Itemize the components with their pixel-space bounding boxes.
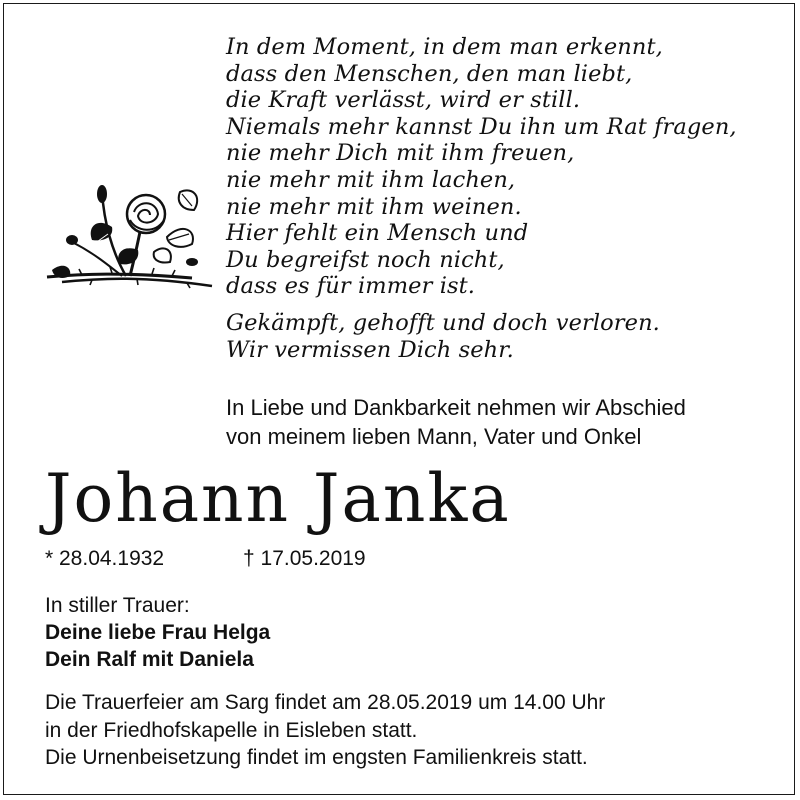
poem-line: nie mehr mit ihm lachen, [226, 166, 516, 193]
closing-line: Wir vermissen Dich sehr. [226, 336, 514, 363]
closing-line: Gekämpft, gehofft und doch verloren. [226, 309, 660, 336]
poem-line: In dem Moment, in dem man erkennt, [226, 34, 663, 60]
poem-line: Du begreifst noch nicht, [226, 246, 505, 273]
farewell-line: In Liebe und Dankbarkeit nehmen wir Abschied [226, 395, 686, 420]
mourners [45, 592, 270, 673]
deceased-name: Johann Janka [45, 460, 511, 537]
poem [226, 34, 737, 363]
farewell-text [226, 393, 686, 451]
poem-line: Niemals mehr kannst Du ihn um Rat fragen, [226, 113, 737, 140]
poem-line: die Kraft verlässt, wird er still. [226, 87, 581, 114]
poem-line: Hier fehlt ein Mensch und [226, 220, 529, 247]
poem-line: nie mehr Dich mit ihm freuen, [226, 140, 575, 167]
mourners-intro: In stiller Trauer: [45, 594, 190, 617]
poem-closing [226, 310, 737, 363]
poem-line: dass den Menschen, den man liebt, [226, 60, 633, 87]
mourner-name: Dein Ralf mit Daniela [45, 648, 254, 671]
ceremony-line: Die Trauerfeier am Sarg findet am 28.05.2019 um 14.00 Uhr [45, 691, 606, 714]
ceremony-line: in der Friedhofskapelle in Eisleben statt. [45, 718, 418, 742]
ceremony-info [45, 689, 605, 772]
poem-line: dass es für immer ist. [226, 273, 476, 300]
farewell-line: von meinem lieben Mann, Vater und Onkel [226, 424, 642, 449]
mourner-name: Deine liebe Frau Helga [45, 621, 271, 644]
life-dates [45, 545, 366, 573]
obituary-frame [3, 3, 795, 795]
birth-date: * 28.04.1932 [45, 547, 165, 570]
death-date: † 17.05.2019 [243, 547, 366, 570]
poem-line: nie mehr mit ihm weinen. [226, 193, 522, 220]
ceremony-line: Die Urnenbeisetzung findet im engsten Familienkreis statt. [45, 746, 588, 769]
rose-icon [42, 182, 222, 312]
